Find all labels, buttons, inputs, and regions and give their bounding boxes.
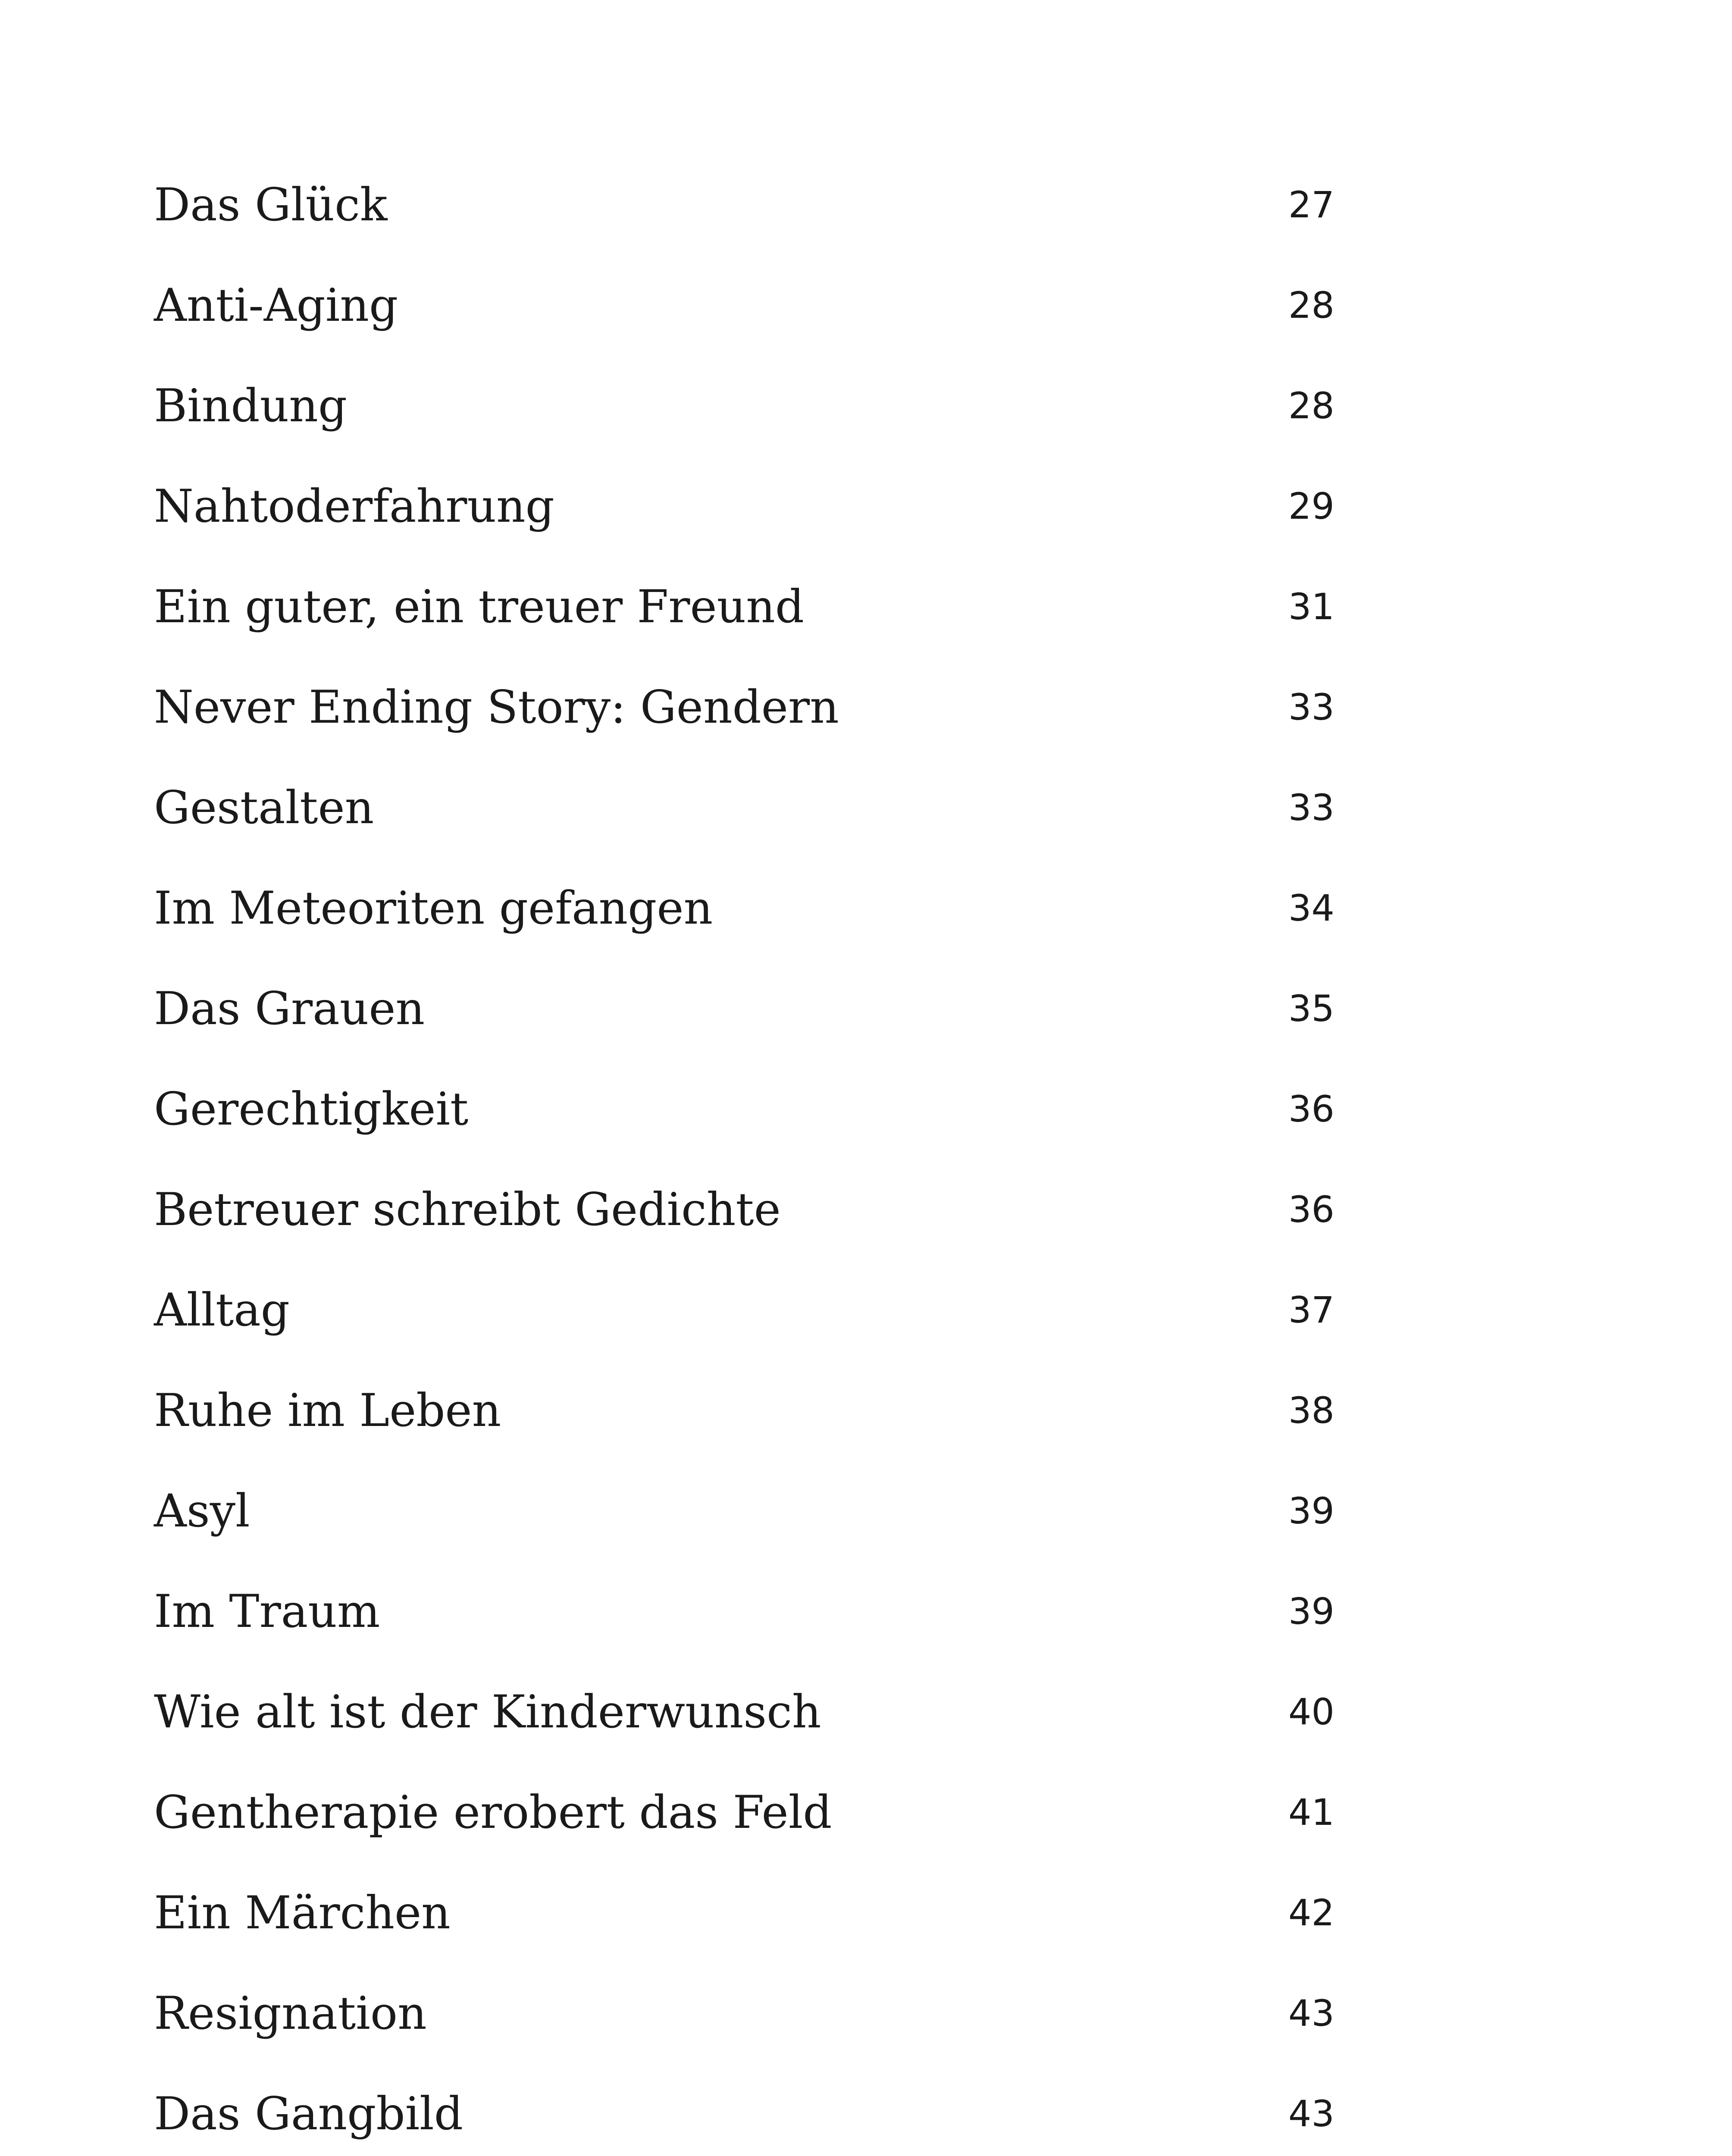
toc-entry-page-number: 35 <box>1288 987 1334 1030</box>
toc-entry-title: Das Glück <box>154 179 388 231</box>
toc-entry-title: Alltag <box>154 1284 290 1336</box>
toc-entry <box>0 865 1732 951</box>
toc-entry <box>0 564 1732 650</box>
toc-entry <box>0 463 1732 549</box>
toc-entry-title: Gestalten <box>154 781 374 834</box>
toc-entry-page-number: 38 <box>1288 1389 1334 1432</box>
toc-entry-title: Gentherapie erobert das Feld <box>154 1786 832 1839</box>
toc-entry-page-number: 33 <box>1288 787 1334 829</box>
toc-entry <box>0 765 1732 851</box>
toc-entry-page-number: 41 <box>1288 1791 1334 1833</box>
toc-entry <box>0 1568 1732 1655</box>
toc-entry-page-number: 27 <box>1288 184 1334 226</box>
toc-entry-title: Das Grauen <box>154 982 425 1035</box>
toc-entry <box>0 363 1732 449</box>
toc-entry-page-number: 36 <box>1288 1088 1334 1130</box>
toc-entry-title: Bindung <box>154 379 348 432</box>
toc-entry-title: Im Traum <box>154 1585 380 1638</box>
toc-entry <box>0 1970 1732 2056</box>
toc-entry-title: Resignation <box>154 1987 427 2040</box>
toc-entry-page-number: 43 <box>1288 1992 1334 2034</box>
toc-entry <box>0 162 1732 248</box>
toc-entry-title: Asyl <box>154 1485 250 1537</box>
toc-entry-page-number: 28 <box>1288 284 1334 326</box>
toc-entry-page-number: 31 <box>1288 586 1334 628</box>
toc-entry-page-number: 34 <box>1288 887 1334 929</box>
toc-entry <box>0 1367 1732 1454</box>
toc-entry-page-number: 28 <box>1288 385 1334 427</box>
toc-entry <box>0 664 1732 750</box>
toc-entry <box>0 1468 1732 1554</box>
toc-entry <box>0 1769 1732 1855</box>
toc-entry-title: Ruhe im Leben <box>154 1384 501 1437</box>
toc-entry-page-number: 33 <box>1288 686 1334 728</box>
toc-entry-page-number: 37 <box>1288 1289 1334 1331</box>
toc-entry-page-number: 43 <box>1288 2093 1334 2135</box>
toc-entry-title: Gerechtigkeit <box>154 1083 469 1135</box>
toc-entry-page-number: 39 <box>1288 1590 1334 1633</box>
toc-entry-page-number: 40 <box>1288 1691 1334 1733</box>
toc-entry-title: Never Ending Story: Gendern <box>154 681 839 733</box>
toc-entry-title: Betreuer schreibt Gedichte <box>154 1183 781 1236</box>
toc-entry-title: Nahtoderfahrung <box>154 480 554 533</box>
toc-entry <box>0 965 1732 1052</box>
toc-entry-title: Ein guter, ein treuer Freund <box>154 580 805 633</box>
toc-entry-page-number: 29 <box>1288 485 1334 527</box>
toc-entry <box>0 262 1732 348</box>
toc-entry-title: Das Gangbild <box>154 2087 463 2140</box>
toc-entry <box>0 1870 1732 1956</box>
toc-entry <box>0 1066 1732 1152</box>
toc-entry-title: Anti-Aging <box>154 279 398 332</box>
toc-entry-page-number: 42 <box>1288 1892 1334 1934</box>
toc-entry <box>0 2071 1732 2156</box>
toc-entry-page-number: 39 <box>1288 1490 1334 1532</box>
toc-entry-title: Wie alt ist der Kinderwunsch <box>154 1686 821 1738</box>
toc-entry <box>0 1669 1732 1755</box>
toc-entry-title: Ein Märchen <box>154 1887 451 1939</box>
toc-entry <box>0 1166 1732 1253</box>
toc-entry <box>0 1267 1732 1353</box>
toc-entry-title: Im Meteoriten gefangen <box>154 882 713 934</box>
toc-entry-page-number: 36 <box>1288 1188 1334 1231</box>
